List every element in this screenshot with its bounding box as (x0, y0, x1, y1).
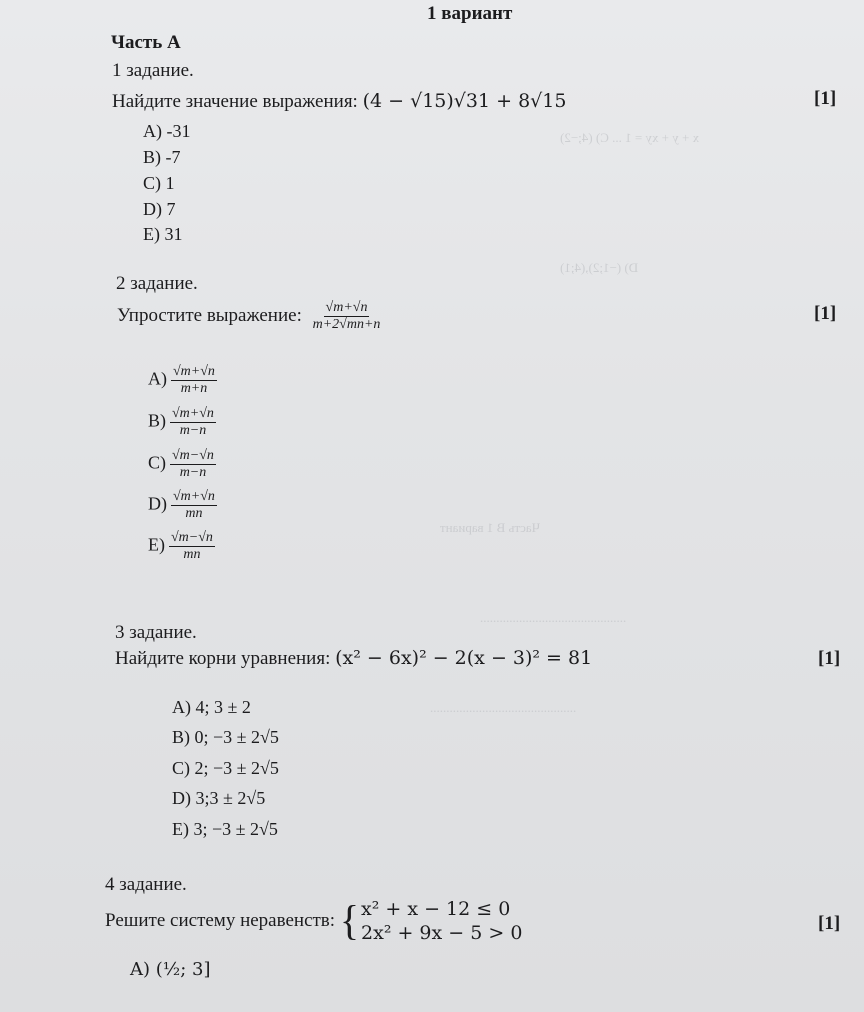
task-3-score: [1] (818, 648, 841, 669)
task-3-heading: 3 задание. (115, 622, 197, 643)
task-2-expression (311, 300, 383, 333)
bleed-through-text: Часть В 1 вариант (440, 520, 541, 535)
task-2-score: [1] (814, 303, 837, 324)
task-4-heading: 4 задание. (105, 874, 187, 895)
task-1-question (112, 90, 566, 113)
bleed-through-text: x + y + xy = 1 ... C) (4;−2) (560, 130, 700, 145)
task-2-heading: 2 задание. (116, 273, 198, 294)
task-3-option[interactable]: D) 3;3 ± 2√5 (172, 788, 266, 808)
system-brace: { (339, 896, 360, 945)
task-2-prompt: Упростите выражение: (117, 304, 302, 326)
task-3-option[interactable]: B) 0; −3 ± 2√5 (172, 727, 279, 747)
bleed-through-text: ............................................. (430, 700, 577, 715)
variant-title: 1 вариант (427, 3, 513, 24)
task-2-expr-numerator: √m+√n (325, 300, 368, 315)
task-3-prompt: Найдите корни уравнения: (115, 648, 331, 669)
task-2-option[interactable]: E) $\frac{√m-√n}{mn}$ (148, 530, 213, 562)
task-1-heading: 1 задание. (112, 60, 194, 81)
task-2-question (117, 300, 382, 333)
task-4-question (105, 897, 522, 945)
task-3-option[interactable]: C) 2; −3 ± 2√5 (172, 758, 279, 778)
task-1-score: [1] (814, 88, 837, 109)
task-2-option[interactable]: B) $\frac{√m+√n}{m-n}$ (148, 406, 214, 438)
task-1-option[interactable]: B) -7 (143, 147, 181, 167)
part-title: Часть А (111, 32, 181, 53)
bleed-through-text: ............................................. (480, 610, 627, 625)
task-3-option[interactable]: E) 3; −3 ± 2√5 (172, 819, 278, 839)
task-2-option[interactable]: C) $\frac{√m-√n}{m-n}$ (148, 448, 214, 480)
task-4-inequality-1: x² + x − 12 ≤ 0 (361, 898, 511, 920)
bleed-through-text: D) (−1;2),(4;1) (560, 260, 639, 275)
task-1-prompt: Найдите значение выражения: (112, 91, 358, 112)
task-2-expr-denominator: m+2√mn+n (312, 317, 381, 332)
task-1-option[interactable]: A) -31 (143, 121, 191, 141)
task-1-option[interactable]: E) 31 (143, 224, 183, 244)
task-2-option[interactable]: A) $\frac{√m+√n}{m+n}$ (148, 364, 215, 396)
task-4-prompt: Решите систему неравенств: (105, 910, 336, 931)
task-4-score: [1] (818, 913, 841, 934)
task-4-inequality-2: 2x² + 9x − 5 > 0 (361, 922, 523, 944)
task-3-option[interactable]: A) 4; 3 ± 2 (172, 697, 251, 717)
task-4-option[interactable]: A) (½; 3] (130, 959, 211, 980)
task-4-system (361, 897, 522, 945)
task-2-option[interactable]: D) $\frac{√m+√n}{mn}$ (148, 489, 215, 521)
task-1-option[interactable]: D) 7 (143, 199, 176, 219)
task-1-option[interactable]: C) 1 (143, 173, 175, 193)
task-3-question (115, 647, 592, 670)
task-3-expression: (x² − 6x)² − 2(x − 3)² = 81 (335, 647, 593, 669)
task-1-expression: (4 − √15)√31 + 8√15 (362, 90, 567, 112)
